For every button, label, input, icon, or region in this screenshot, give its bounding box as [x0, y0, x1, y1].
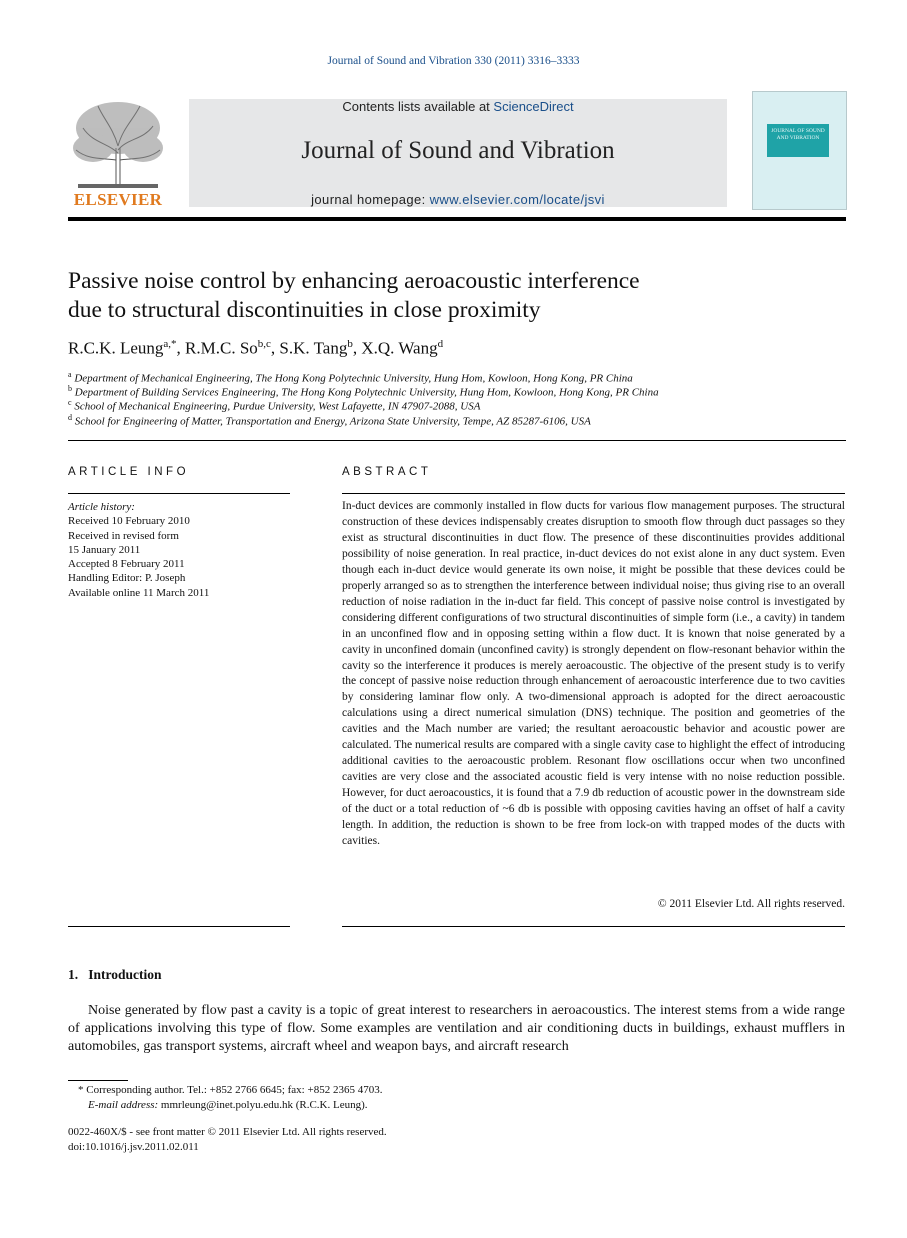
journal-header-box	[189, 99, 727, 207]
email-link[interactable]: mmrleung@inet.polyu.edu.hk (R.C.K. Leung).	[158, 1099, 368, 1111]
abstract-heading: ABSTRACT	[342, 466, 432, 478]
author-name[interactable]: X.Q. Wang	[361, 338, 438, 358]
history-item: Handling Editor: P. Joseph	[68, 572, 186, 585]
journal-citation[interactable]: Journal of Sound and Vibration 330 (2011) 3316–3333	[327, 55, 580, 67]
affiliations-divider	[68, 440, 846, 441]
history-item: 15 January 2011	[68, 543, 141, 556]
homepage-link[interactable]: www.elsevier.com/locate/jsvi	[429, 192, 605, 207]
journal-homepage: journal homepage: www.elsevier.com/locate/jsvi	[311, 192, 605, 207]
article-history	[68, 500, 290, 600]
history-item: Received in revised form	[68, 529, 179, 542]
header-divider	[68, 217, 846, 221]
doi-line[interactable]: doi:10.1016/j.jsv.2011.02.011	[68, 1141, 199, 1153]
contents-line: Contents lists available at ScienceDirect	[342, 99, 574, 114]
affiliation: $^d$ School for Engineering of Matter, Transportation and Energy, Arizona State University, Tempe, AZ 85287-6106, USA	[68, 413, 591, 428]
abstract-copyright: © 2011 Elsevier Ltd. All rights reserved.	[657, 898, 845, 910]
affiliation: $^c$ School of Mechanical Engineering, Purdue University, West Lafayette, IN 47907-2088, USA	[68, 398, 481, 413]
issn-line: 0022-460X/$ - see front matter © 2011 Elsevier Ltd. All rights reserved.	[68, 1126, 387, 1138]
author-name[interactable]: R.C.K. Leung	[68, 338, 164, 358]
article-info-heading: ARTICLE INFO	[68, 466, 190, 478]
author-name[interactable]: S.K. Tang	[279, 338, 348, 358]
history-item: Received 10 February 2010	[68, 515, 190, 528]
affiliation: $^b$ Department of Building Services Engineering, The Hong Kong Polytechnic University, Hung Hom, Kowloon, Hong Kong, PR China	[68, 384, 659, 399]
article-info-bottom-divider	[68, 926, 290, 927]
article-info-divider	[68, 493, 290, 494]
introduction-paragraph: Noise generated by flow past a cavity is a topic of great interest to researchers in aeroacoustics. The interest stems from a wide range of applications involving this type of flow. Some examples are ventilation and air conditioning ducts in buildings, exhaust mufflers in automobiles, gas transport systems, aircraft wheel and weapon bays, and aircraft research	[68, 1003, 845, 1054]
history-item: Accepted 8 February 2011	[68, 558, 185, 571]
abstract-bottom-divider	[342, 926, 845, 927]
abstract-text: In-duct devices are commonly installed in flow ducts for various flow management purposes. The structural construction of these devices indispensably creates disruption to smooth flow through duct passages so they exist as structural discontinuities in duct flow. The presence of these discontinuities provides additional possibility of noise generation. In real practice, in-duct devices do not exist alone in any duct system. Even though each in-duct device would generate its own noise, it might be possible that these devices could be properly arranged so as to strengthen the interference between individual noise; thus giving rise to an overall reduction of noise radiation in the in-duct far field. This concept of passive noise control is investigated by considering different configurations of two structural discontinuities of simple form (i.e., a cavity) in tandem in an unconfined flow and in opposing setting within a flow duct. It is known that noise generated by a cavity in unconfined domain (unconfined cavity) is strongly dependent on flow-resonant behavior within the cavity so the interference it produces is merely aeroacoustic. The objective of the present study is to verify the concept of passive noise reduction through enhancement of aeroacoustic interference due to two cavities by considering laminar flow only. A two-dimensional approach is adopted for the direct aeroacoustic calculations using a direct numerical simulation (DNS) technique. The position and geometries of the cavities and the Mach number are varied; the resultant aeroacoustic behavior and acoustic power are calculated. The numerical results are compared with a single cavity case to highlight the effect of introducing additional cavities to the aeroacoustic problem. Resonant flow oscillations occur when two unconfined cavities are very close and the associated acoustic field is very intense with no noise reduction possible. However, for duct aeroacoustics, it is found that a 7.9 db reduction of acoustic power in the downstream side of the duct or a total reduction of ~6 db is possible with opposing cavities having an offset of half a cavity length. In addition, the reduction is shown to be free from lock-on with trapped modes of the ducts with cavities.	[342, 500, 845, 848]
affiliation: $^a$ Department of Mechanical Engineering, The Hong Kong Polytechnic University, Hung Hom, Kowloon, Hong Kong, PR China	[68, 370, 633, 385]
history-item: Available online 11 March 2011	[68, 586, 210, 599]
article-title: Passive noise control by enhancing aeroacoustic interference due to structural discontinuities in close proximity	[68, 268, 640, 323]
journal-cover-thumbnail	[752, 91, 847, 210]
author-list: R.C.K. Leung$^{a,*}$, R.M.C. So$^{b,c}$, S.K. Tang$^b$, X.Q. Wang$^d$	[68, 338, 444, 358]
abstract-divider	[342, 493, 845, 494]
author-name[interactable]: R.M.C. So	[185, 338, 258, 358]
footnote-divider	[68, 1080, 128, 1081]
history-label: Article history:	[68, 501, 135, 513]
journal-name: Journal of Sound and Vibration	[301, 137, 615, 164]
corresponding-author-footnote: * Corresponding author. Tel.: +852 2766 6645; fax: +852 2365 4703.	[78, 1084, 383, 1096]
cover-title: JOURNAL OF SOUND AND VIBRATION	[771, 128, 825, 141]
sciencedirect-link[interactable]: ScienceDirect	[493, 99, 574, 114]
email-footnote: E-mail address: mmrleung@inet.polyu.edu.hk (R.C.K. Leung).	[88, 1099, 368, 1111]
publisher-wordmark: ELSEVIER	[73, 190, 163, 209]
section-heading-introduction: 1. Introduction	[68, 967, 162, 982]
